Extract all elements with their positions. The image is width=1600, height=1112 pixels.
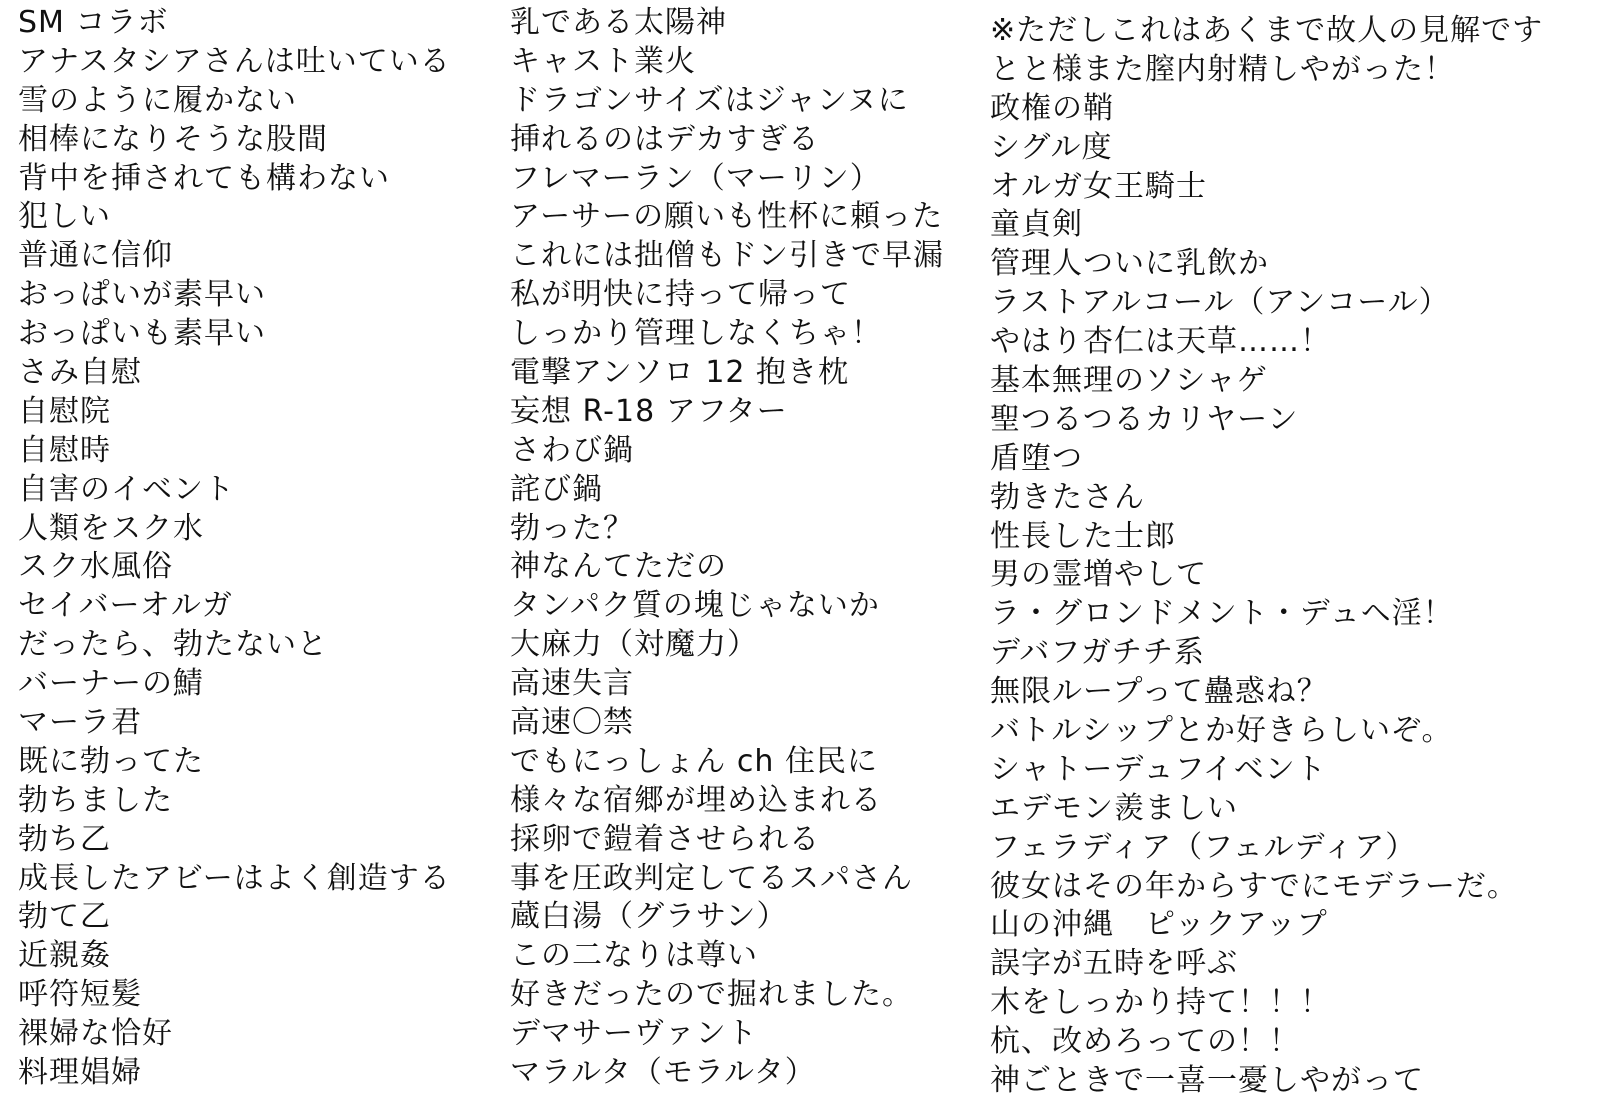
text-line: これには拙僧もドン引きで早漏: [510, 238, 944, 274]
text-line: 盾堕つ: [990, 440, 1083, 476]
text-line: だったら、勃たないと: [18, 627, 328, 663]
text-line: 聖つるつるカリヤーン: [990, 401, 1299, 437]
text-line: 成長したアビーはよく創造する: [18, 860, 451, 896]
text-line: やはり杏仁は天草……！: [990, 324, 1331, 360]
text-line: バトルシップとか好きらしいぞ。: [990, 713, 1453, 749]
text-line: 様々な宿郷が埋め込まれる: [510, 782, 882, 818]
text-line: 料理娼婦: [18, 1055, 142, 1091]
text-line: 杭、改めろっての！！: [990, 1024, 1300, 1060]
text-line: フレマーラン（マーリン）: [510, 160, 881, 196]
text-line: 無限ループって蠱惑ね？: [990, 674, 1328, 710]
text-line: 普通に信仰: [18, 238, 173, 274]
text-line: フェラディア（フェルディア）: [990, 829, 1417, 865]
column-1: [18, 4, 488, 1093]
text-line: 自慰院: [18, 393, 111, 429]
column-2: [510, 4, 980, 1093]
text-line: キャスト業火: [510, 43, 696, 79]
text-line: 背中を挿されても構わない: [18, 160, 390, 196]
text-line: 管理人ついに乳飲か: [990, 246, 1269, 282]
text-line: 挿れるのはデカすぎる: [510, 121, 820, 157]
column-3: [990, 12, 1590, 1101]
text-line: 神なんてただの: [510, 549, 727, 585]
text-line: 妄想 R-18 アフター: [510, 393, 788, 429]
text-line: ※ただしこれはあくまで故人の見解です: [990, 13, 1544, 48]
text-line: 彼女はその年からすでにモデラーだ。: [990, 868, 1518, 904]
text-line: 山の沖縄 ピックアップ: [990, 907, 1328, 943]
text-line: 神ごときで一喜一憂しやがって: [990, 1063, 1424, 1099]
text-line: デバフガチチ系: [990, 635, 1205, 671]
text-line: 勃ちました: [18, 782, 173, 818]
text-line: 詫び鍋: [510, 471, 603, 507]
text-line: おっぱいも素早い: [18, 316, 266, 352]
text-line: 蔵白湯（グラサン）: [510, 899, 788, 935]
text-line: 電撃アンソロ 12 抱き枕: [510, 355, 850, 391]
text-line: バーナーの鯖: [18, 666, 204, 702]
text-line: オルガ女王騎士: [990, 168, 1207, 204]
text-line: ラストアルコール（アンコール）: [990, 285, 1450, 321]
text-line: 好きだったので掘れました。: [510, 977, 913, 1013]
text-line: セイバーオルガ: [18, 588, 233, 624]
text-line: さみ自慰: [18, 355, 142, 391]
text-line: とと様また膣内射精しやがった！: [990, 51, 1455, 87]
text-line: 高速〇禁: [510, 705, 634, 741]
text-line: 裸婦な恰好: [18, 1016, 173, 1052]
text-line: 高速失言: [510, 666, 634, 702]
text-line: SM コラボ: [18, 5, 169, 40]
text-line: 男の霊増やして: [990, 557, 1207, 593]
text-line: 人類をスク水: [18, 510, 204, 546]
text-line: ドラゴンサイズはジャンヌに: [510, 82, 909, 118]
text-line: 童貞剣: [990, 207, 1083, 243]
text-line: 誤字が五時を呼ぶ: [990, 946, 1238, 982]
text-line: 自害のイベント: [18, 471, 235, 507]
text-line: 大麻力（対魔力）: [510, 627, 758, 663]
text-line: 犯しい: [18, 199, 111, 235]
text-line: 私が明快に持って帰って: [510, 277, 851, 313]
text-line: 相棒になりそうな股間: [18, 121, 328, 157]
text-line: アナスタシアさんは吐いている: [18, 43, 451, 79]
text-line: 性長した士郎: [990, 518, 1176, 554]
text-line: 乳である太陽神: [510, 5, 727, 40]
text-line: アーサーの願いも性杯に頼った: [510, 199, 944, 235]
text-line: 勃きたさん: [990, 479, 1145, 515]
text-line: ラ・グロンドメント・デュヘ淫！: [990, 596, 1454, 632]
text-line: 基本無理のソシャゲ: [990, 363, 1268, 399]
text-line: 勃った？: [510, 510, 634, 546]
text-line: マーラ君: [18, 705, 142, 741]
text-line: シグル度: [990, 129, 1113, 165]
text-line: さわび鍋: [510, 432, 634, 468]
text-line: マラルタ（モラルタ）: [510, 1055, 816, 1091]
text-line: 近親姦: [18, 938, 111, 974]
text-line: しっかり管理しなくちゃ！: [510, 316, 882, 352]
text-line: 雪のように履かない: [18, 82, 297, 118]
text-line: デマサーヴァント: [510, 1016, 758, 1052]
text-line: 政権の鞘: [990, 90, 1114, 126]
text-line: 採卵で鎧着させられる: [510, 821, 820, 857]
text-line: 呼符短髪: [18, 977, 142, 1013]
text-line: この二なりは尊い: [510, 938, 758, 974]
text-line: タンパク質の塊じゃないか: [510, 588, 880, 624]
text-line: 勃ち乙: [18, 821, 111, 857]
text-line: おっぱいが素早い: [18, 277, 266, 313]
text-line: 木をしっかり持て！！！: [990, 985, 1331, 1021]
text-line: 事を圧政判定してるスパさん: [510, 860, 913, 896]
text-line: でもにっしょん ch 住民に: [510, 743, 878, 779]
text-line: 勃て乙: [18, 899, 111, 935]
text-line: エデモン羨ましい: [990, 790, 1238, 826]
text-line: スク水風俗: [18, 549, 173, 585]
text-line: 既に勃ってた: [18, 743, 204, 779]
text-line: 自慰時: [18, 432, 111, 468]
text-line: シャトーデュフイベント: [990, 751, 1327, 787]
